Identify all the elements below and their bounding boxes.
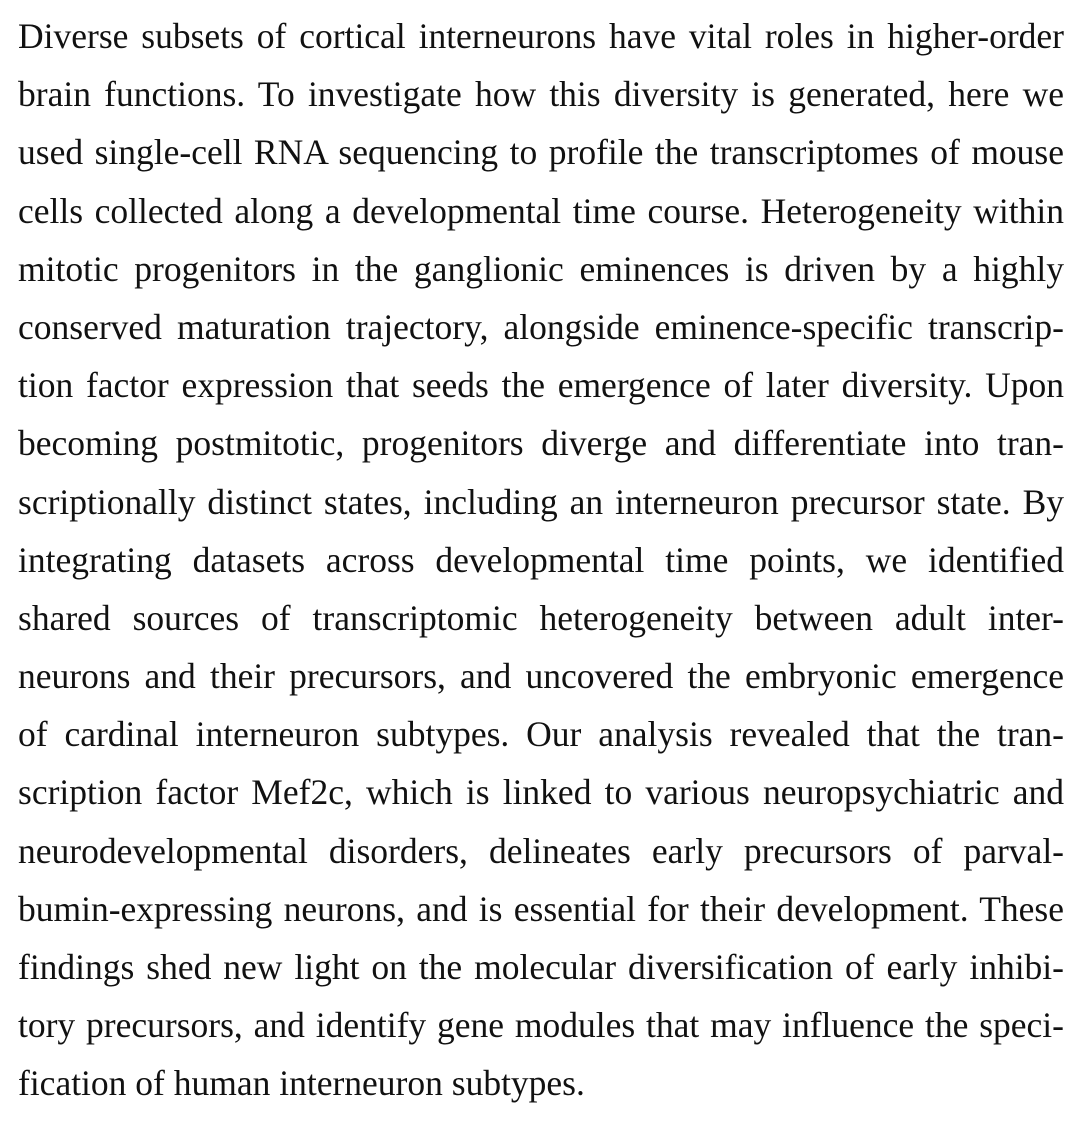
- abstract-line-7: tion factor expression that seeds the emergence of later diversity. Upon: [18, 365, 1064, 406]
- abstract-line-3: used single-cell RNA sequencing to profile the transcriptomes of mouse: [18, 132, 1064, 173]
- abstract-line-13: of cardinal interneuron subtypes. Our analysis revealed that the tran-: [18, 714, 1064, 755]
- abstract-line-14: scription factor Mef2c, which is linked to various neuropsychiatric and: [18, 772, 1064, 813]
- abstract-line-9: scriptionally distinct states, including an interneuron precursor state. By: [18, 481, 1064, 522]
- abstract-line-19: fication of human interneuron subtypes.: [18, 1063, 585, 1104]
- abstract-line-1: Diverse subsets of cortical interneurons have vital roles in higher-order: [18, 16, 1064, 56]
- abstract-line-6: conserved maturation trajectory, alongside eminence-specific transcrip-: [18, 306, 1064, 347]
- abstract-line-18: tory precursors, and identify gene modules that may influence the speci-: [18, 1005, 1064, 1046]
- abstract-line-15: neurodevelopmental disorders, delineates early precursors of parval-: [18, 830, 1064, 871]
- abstract-line-4: cells collected along a developmental time course. Heterogeneity within: [18, 190, 1064, 231]
- abstract-line-17: findings shed new light on the molecular diversification of early inhibi-: [18, 947, 1064, 987]
- abstract-line-16: bumin-expressing neurons, and is essential for their development. These: [18, 888, 1064, 929]
- abstract-line-5: mitotic progenitors in the ganglionic eminences is driven by a highly: [18, 248, 1064, 289]
- abstract-line-10: integrating datasets across developmental time points, we identified: [18, 539, 1064, 580]
- abstract-line-8: becoming postmitotic, progenitors diverge and differentiate into tran-: [18, 423, 1064, 464]
- abstract-line-2: brain functions. To investigate how this diversity is generated, here we: [18, 74, 1064, 115]
- abstract-line-11: shared sources of transcriptomic heterogeneity between adult inter-: [18, 597, 1064, 638]
- abstract-line-12: neurons and their precursors, and uncovered the embryonic emergence: [18, 656, 1064, 697]
- abstract-paragraph: [18, 7, 1064, 1113]
